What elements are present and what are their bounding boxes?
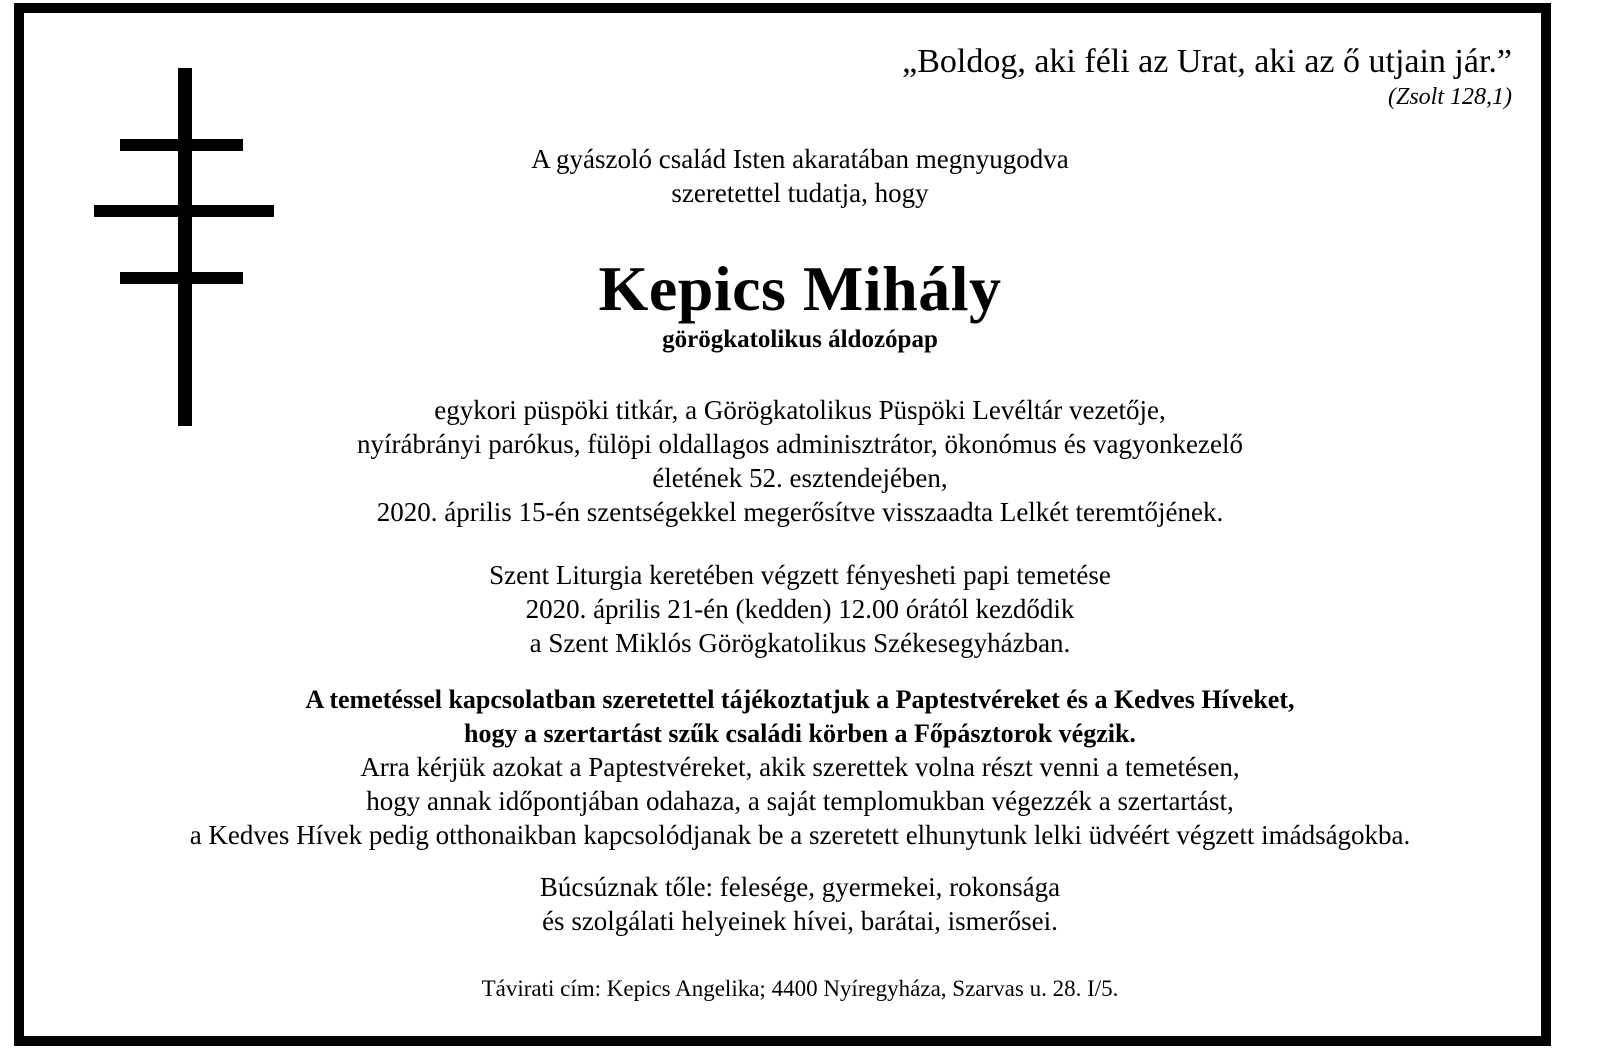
cross-vertical-bar (178, 68, 192, 426)
funeral-line: 2020. április 21-én (kedden) 12.00 órától kezdődik (525, 594, 1075, 624)
positions-line: 2020. április 15-én szentségekkel megerősítve visszaadta Lelkét teremtőjének. (376, 497, 1224, 527)
positions-text (0, 393, 1600, 529)
notice-line: a Kedves Hívek pedig otthonaikban kapcsolódjanak be a szeretett elhunytunk lelki üdvéért végzett imádságokba. (189, 820, 1411, 850)
farewell-line: és szolgálati helyeinek hívei, barátai, ismerősei. (542, 906, 1058, 936)
notice-line: Arra kérjük azokat a Paptestvéreket, akik szerettek volna részt venni a temetésen, (360, 752, 1240, 782)
intro-text (0, 142, 1600, 210)
notice-bold-line: hogy a szertartást szűk családi körben a Főpásztorok végzik. (464, 719, 1136, 748)
telegram-address: Távirati cím: Kepics Angelika; 4400 Nyíregyháza, Szarvas u. 28. I/5. (481, 976, 1119, 1001)
deceased-name: Kepics Mihály (598, 253, 1002, 324)
funeral-details (0, 558, 1600, 660)
notice-bold-text (0, 683, 1600, 751)
farewell-line: Búcsúznak tőle: felesége, gyermekei, rokonsága (539, 872, 1061, 902)
bible-quote (902, 42, 1512, 112)
positions-line: nyírábrányi parókus, fülöpi oldallagos adminisztrátor, ökonómus és vagyonkezelő (357, 429, 1243, 459)
notice-text (0, 750, 1600, 852)
farewell-text (0, 870, 1600, 938)
intro-line: A gyászoló család Isten akaratában megnyugodva (531, 144, 1069, 174)
quote-text: „Boldog, aki féli az Urat, aki az ő utjain jár.” (902, 43, 1512, 80)
notice-bold-line: A temetéssel kapcsolatban szeretettel tájékoztatjuk a Paptestvéreket és a Kedves Híveket, (305, 685, 1295, 714)
intro-line: szeretettel tudatja, hogy (671, 178, 929, 208)
funeral-line: Szent Liturgia keretében végzett fényesheti papi temetése (489, 560, 1111, 590)
deceased-title: görögkatolikus áldozópap (662, 326, 938, 353)
quote-reference: (Zsolt 128,1) (1387, 84, 1512, 110)
positions-line: életének 52. esztendejében, (652, 463, 948, 493)
positions-line: egykori püspöki titkár, a Görögkatolikus Püspöki Levéltár vezetője, (434, 395, 1166, 425)
funeral-line: a Szent Miklós Görögkatolikus Székesegyházban. (529, 628, 1071, 658)
notice-line: hogy annak időpontjában odahaza, a saját templomukban végezzék a szertartást, (366, 786, 1234, 816)
orthodox-cross-icon (94, 68, 274, 426)
